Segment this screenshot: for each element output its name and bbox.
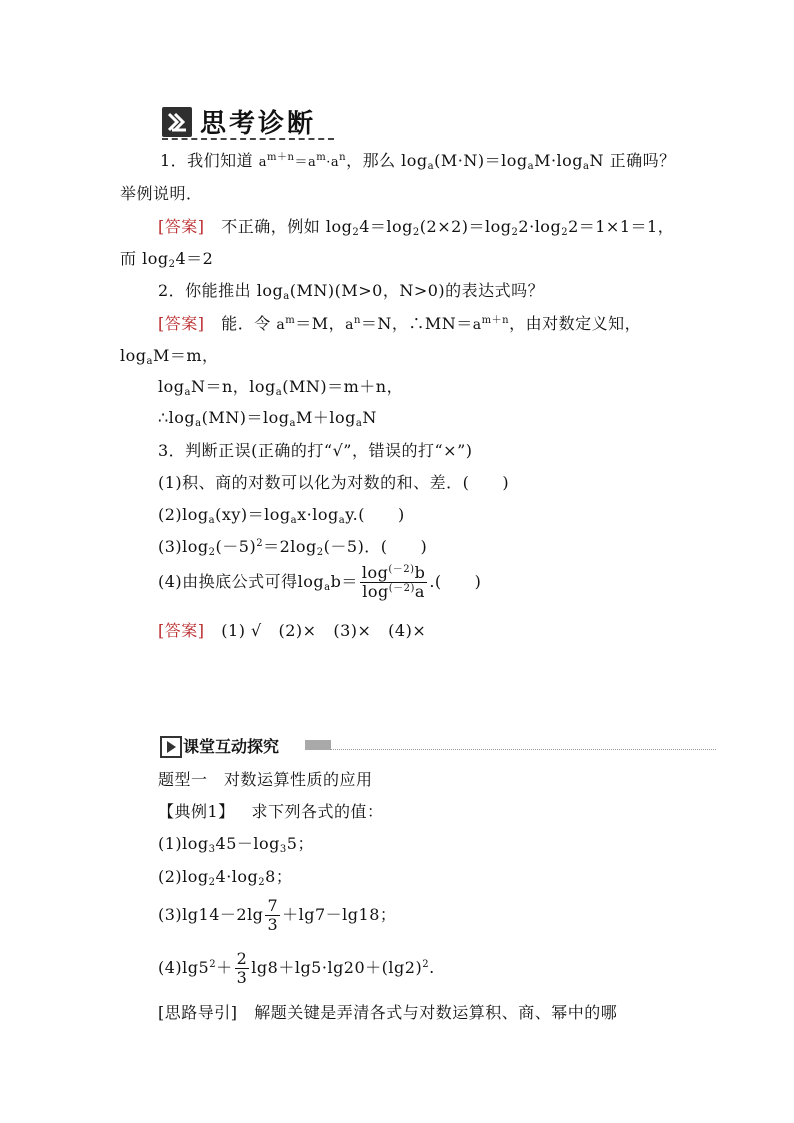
answer-label: [答案] bbox=[158, 621, 205, 640]
question-3-item-4: (4)由换底公式可得$\log_ab=$ $\frac{\log^{(-2)}b}{\log^{(-2)}a}$ .( ) bbox=[158, 563, 482, 601]
question-3-item-1: (1)积、商的对数可以化为对数的和、差．( ) bbox=[158, 473, 510, 492]
question-3-item-3: $(3)\log_2(-5)^2=2\log_2(-5)$．( ) bbox=[158, 537, 428, 558]
guide: [思路导引] 解题关键是弄清各式与对数运算积、商、幂中的哪 bbox=[158, 1003, 618, 1022]
section-divider bbox=[162, 138, 334, 140]
question-3: 3．判断正误(正确的打“√”，错误的打“×”) bbox=[158, 441, 473, 460]
answer-2-line3: $\log_aN=n$，$\log_a(MN)=m+n$， bbox=[158, 377, 404, 398]
type-title: 题型一 对数运算性质的应用 bbox=[158, 770, 373, 789]
fraction: $\frac{7}{3}$ bbox=[267, 896, 279, 934]
example-item-3: (3)lg14－2lg $\frac{7}{3}$ ＋lg7－lg18； bbox=[158, 896, 397, 934]
answer-1: [答案] 不正确，例如 $\log_24=\log_2(2\times 2)=\log_22\cdot\log_22=1\times 1=1$， bbox=[158, 217, 675, 238]
fraction: $\frac{\log^{(-2)}b}{\log^{(-2)}a}$ bbox=[361, 563, 426, 601]
answer-3: [答案] (1) √ (2)× (3)× (4)× bbox=[158, 621, 427, 640]
fraction: $\frac{2}{3}$ bbox=[236, 949, 248, 987]
question-1: 1．我们知道 $a^{m+n}=a^m\cdot a^n$，那么 $\log_a(M\cdot N)=\log_aM\cdot\log_aN$ 正确吗？ bbox=[160, 151, 676, 172]
header-dotted-line bbox=[330, 749, 716, 750]
answer-2: [答案] 能．令 $a^m=M$，$a^n=N$，$\therefore MN=a^{m+n}$，由对数定义知， bbox=[158, 314, 642, 333]
header-bar bbox=[305, 740, 331, 750]
triangle-right-icon bbox=[160, 736, 182, 758]
example-1: 【典例1】 求下列各式的值： bbox=[158, 802, 384, 821]
answer-2-line2: $\log_aM=m$， bbox=[120, 346, 219, 367]
answer-1-line2: 而 $\log_24=2$ bbox=[120, 249, 214, 270]
section-title-thinking: 思考诊断 bbox=[200, 109, 317, 139]
answer-label: [答案] bbox=[158, 217, 205, 236]
double-chevron-right-icon bbox=[162, 107, 192, 137]
example-item-1: $(1)\log_345-\log_35$； bbox=[158, 834, 314, 855]
answer-label: [答案] bbox=[158, 314, 205, 333]
answer-2-line4: $\therefore\log_a(MN)=\log_aM+\log_aN$ bbox=[158, 408, 377, 429]
question-3-item-2: $(2)\log_a(xy)=\log_ax\cdot\log_ay$.( ) bbox=[158, 505, 405, 526]
section-title-classroom: 课堂互动探究 bbox=[183, 737, 280, 756]
example-item-4: $(4)\lg 5^2+$ $\frac{2}{3}$ $\lg 8+\lg 5\cdot\lg 20+(\lg 2)^2$. bbox=[158, 949, 435, 987]
question-1-line2: 举例说明． bbox=[120, 184, 203, 203]
question-2: 2．你能推出 $\log_a(MN)(M>0$，N>0)的表达式吗？ bbox=[158, 281, 545, 302]
example-item-2: $(2)\log_24\cdot\log_28$； bbox=[158, 867, 293, 888]
